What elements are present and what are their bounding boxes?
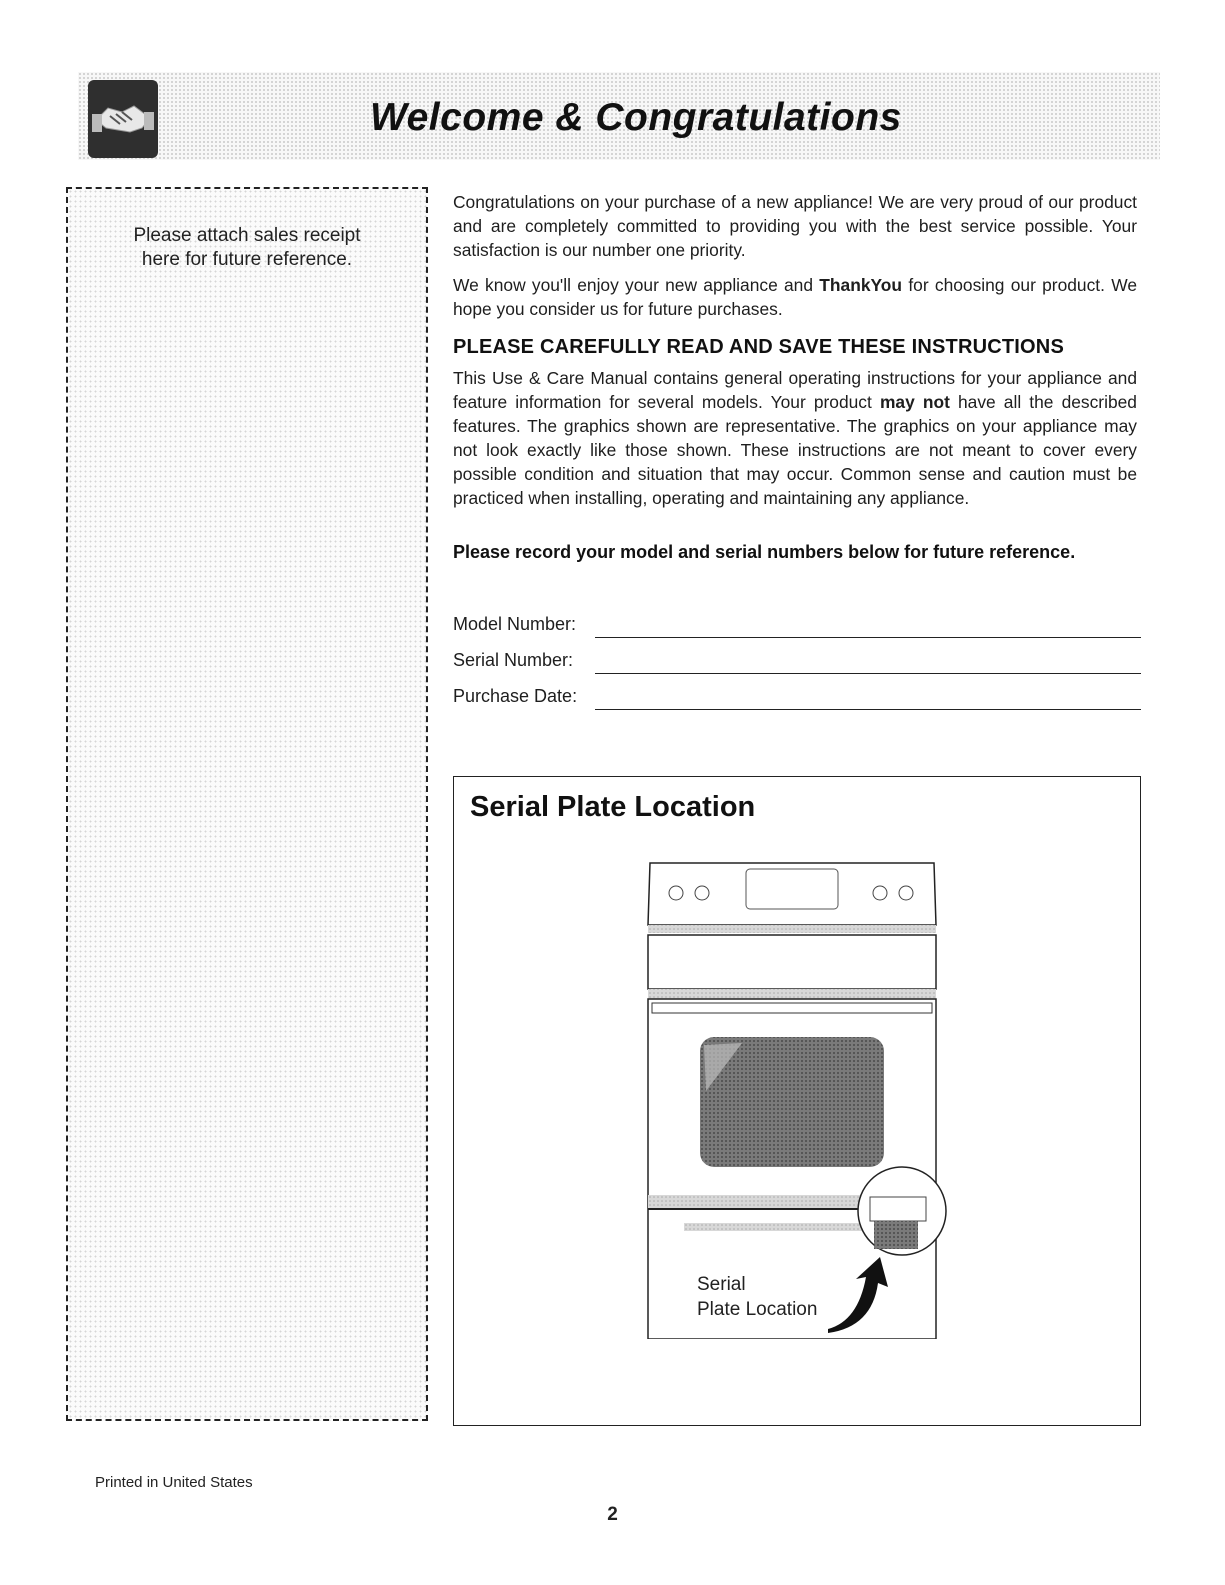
page-title: Welcome & Congratulations xyxy=(370,96,902,139)
receipt-instruction: Please attach sales receipt here for future reference. xyxy=(133,225,361,270)
instructions-heading: PLEASE CAREFULLY READ AND SAVE THESE INSTRUCTIONS xyxy=(453,336,1064,358)
instructions-text-end: have all the described features. The graphics shown are representative. The graphics on your appliance may not look exactly like those shown. These instructions are not meant to cover every possible condition and situation that may occur. Common sense and caution must be practiced when installing, operating and maintaining any appliance. xyxy=(453,392,1137,508)
thank-you-text-start: We know you'll enjoy your new appliance and xyxy=(453,275,820,295)
range-illustration xyxy=(644,859,954,1339)
printed-in-note: Printed in United States xyxy=(95,1474,253,1491)
serial-plate-title: Serial Plate Location xyxy=(470,791,756,823)
serial-number-field[interactable] xyxy=(453,648,1141,678)
serial-plate-callout: Serial Plate Location xyxy=(697,1274,818,1320)
model-number-line[interactable] xyxy=(595,637,1141,638)
instructions-emphasis: may not xyxy=(879,392,950,412)
instructions-text-start: This Use & Care Manual contains general operating instructions for your appliance and feature information for several models. Your product xyxy=(453,368,1137,412)
model-number-label: Model Number: xyxy=(453,614,577,634)
thank-you-paragraph xyxy=(453,273,1137,321)
page-number: 2 xyxy=(607,1504,618,1525)
record-instruction: Please record your model and serial numbers below for future reference. xyxy=(453,542,1076,562)
serial-plate-box xyxy=(453,776,1141,1426)
serial-number-line[interactable] xyxy=(595,673,1141,674)
receipt-attach-area xyxy=(66,187,428,1421)
handshake-icon xyxy=(88,80,158,158)
purchase-date-line[interactable] xyxy=(595,709,1141,710)
thank-you-emphasis: ThankYou xyxy=(819,275,903,295)
purchase-date-label: Purchase Date: xyxy=(453,686,578,706)
purchase-date-field[interactable] xyxy=(453,684,1141,714)
instructions-paragraph xyxy=(453,366,1137,510)
thank-you-text-end: for choosing our product. We hope you consider us for future purchases. xyxy=(453,275,1137,319)
intro-paragraph: Congratulations on your purchase of a new appliance! We are very proud of our product and are completely committed to providing you with the best service possible. Your satisfaction is our number one priority. xyxy=(453,192,1137,260)
serial-number-label: Serial Number: xyxy=(453,650,574,670)
model-number-field[interactable] xyxy=(453,612,1141,642)
